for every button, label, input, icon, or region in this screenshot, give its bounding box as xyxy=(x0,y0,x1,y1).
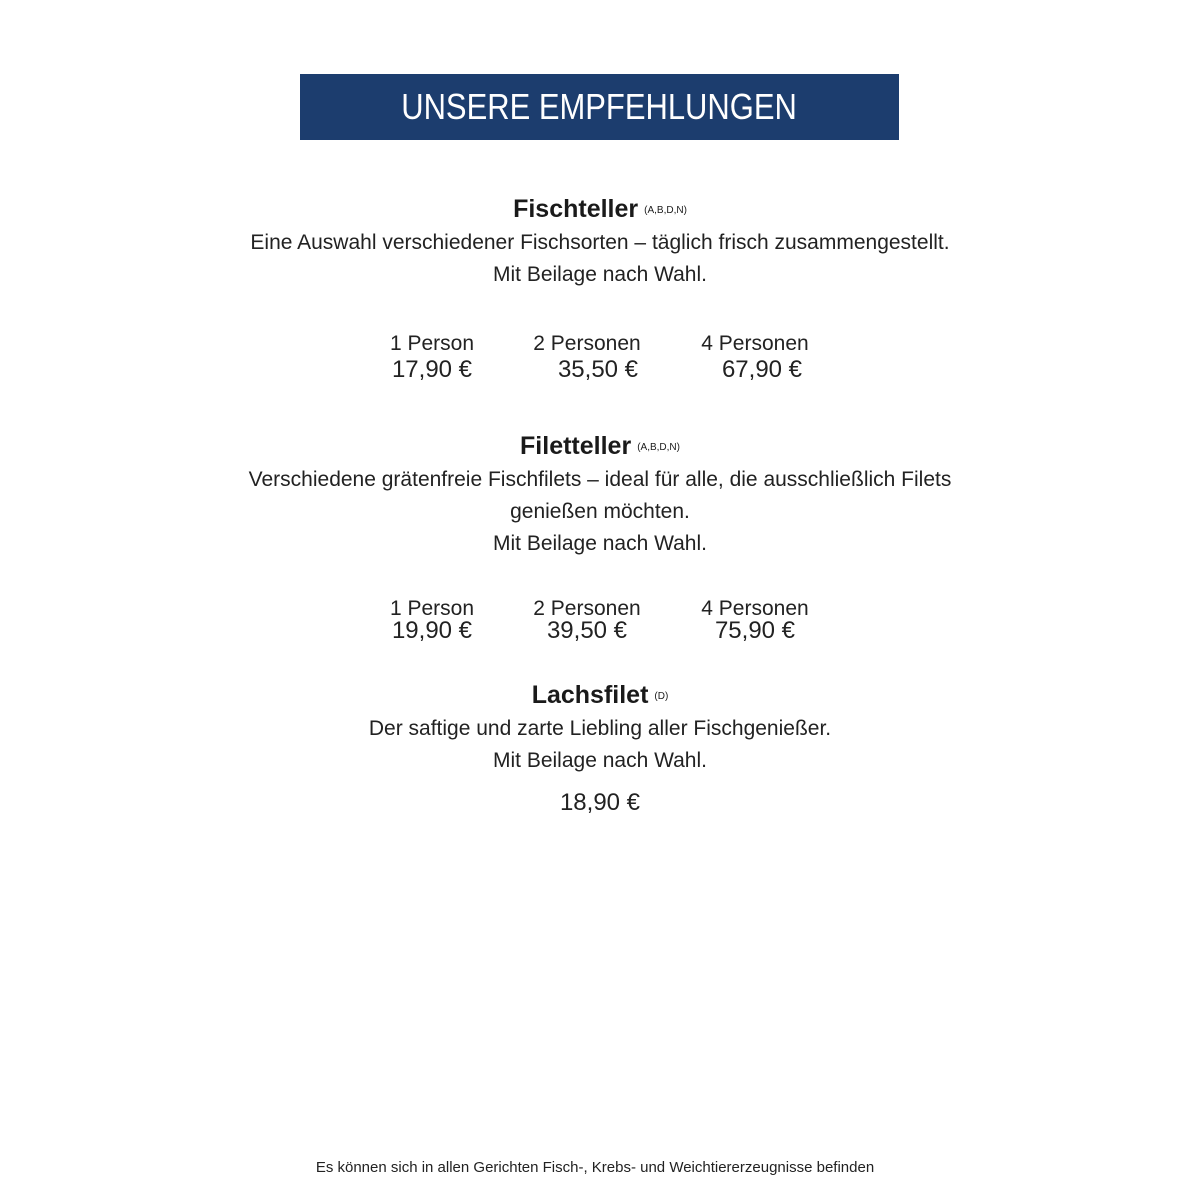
dish-allergens: (A,B,D,N) xyxy=(644,205,687,216)
dish-allergens: (A,B,D,N) xyxy=(637,442,680,453)
price-label: 1 Person xyxy=(389,332,475,355)
price-option-4-personen xyxy=(690,597,820,645)
page-title: UNSERE EMPFEHLUNGEN xyxy=(401,86,798,127)
dish-title-filetteller xyxy=(0,432,1200,461)
price-amount: 17,90 € xyxy=(391,356,473,383)
dish-name: Lachsfilet xyxy=(531,681,649,709)
price-amount: 75,90 € xyxy=(714,617,796,644)
description-line: Mit Beilage nach Wahl. xyxy=(493,532,707,555)
description-line: Mit Beilage nach Wahl. xyxy=(493,749,707,772)
price-option-1-person xyxy=(372,597,492,645)
dish-allergens: (D) xyxy=(654,691,669,702)
price-option-4-personen xyxy=(690,332,820,384)
price-option-2-personen xyxy=(522,597,652,645)
price-label: 2 Personen xyxy=(533,597,641,620)
price-option-2-personen xyxy=(522,332,652,384)
price-label: 2 Personen xyxy=(533,332,641,355)
description-line: Eine Auswahl verschiedener Fischsorten – täglich frisch zusammengestellt. xyxy=(250,231,950,254)
description-line: Mit Beilage nach Wahl. xyxy=(493,263,707,286)
dish-description-fischteller xyxy=(0,227,1200,291)
price-amount: 19,90 € xyxy=(391,617,473,644)
header-banner xyxy=(300,74,899,140)
price-label: 1 Person xyxy=(389,597,475,620)
price-amount: 39,50 € xyxy=(546,617,628,644)
price-option-1-person xyxy=(372,332,492,384)
footer-note: Es können sich in allen Gerichten Fisch-, Krebs- und Weichtiererzeugnisse befinden xyxy=(315,1159,875,1176)
dish-title-lachsfilet xyxy=(0,681,1200,710)
dish-name: Fischteller xyxy=(513,195,639,223)
dish-title-fischteller xyxy=(0,195,1200,224)
price-amount: 35,50 € xyxy=(557,356,639,383)
dish-name: Filetteller xyxy=(520,432,632,460)
price-amount: 67,90 € xyxy=(721,356,803,383)
description-line: genießen möchten. xyxy=(510,500,690,523)
description-line: Verschiedene grätenfreie Fischfilets – ideal für alle, die ausschließlich Filets xyxy=(248,468,952,491)
price-label: 4 Personen xyxy=(701,332,809,355)
price-amount-lachsfilet: 18,90 € xyxy=(559,789,641,816)
price-label: 4 Personen xyxy=(701,597,809,620)
dish-description-filetteller xyxy=(0,464,1200,560)
dish-description-lachsfilet xyxy=(0,713,1200,777)
description-line: Der saftige und zarte Liebling aller Fischgenießer. xyxy=(368,717,832,740)
